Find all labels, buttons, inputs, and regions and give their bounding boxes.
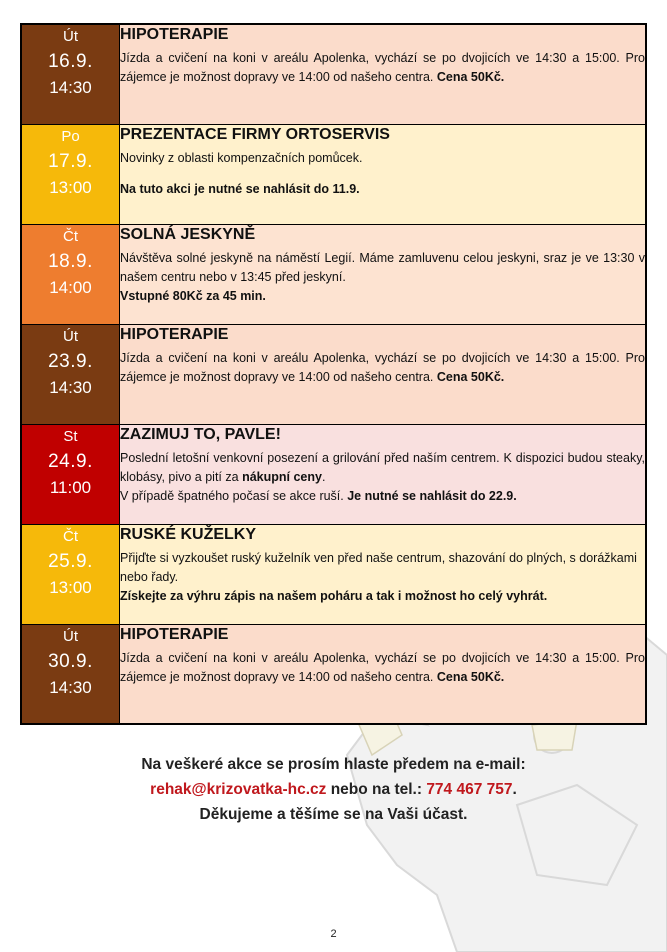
event-title: SOLNÁ JESKYNĚ: [120, 225, 256, 243]
event-description: Poslední letošní venkovní posezení a grilování před naším centrem. K dispozici budou steaky, klobásy, pivo a pití za nákupní ceny. V případě špatného počasí se akce ruší. Je nutné se nahlásit do 22.9.: [120, 450, 645, 503]
event-info-cell: [120, 124, 647, 224]
event-date: 16.9.: [48, 51, 93, 72]
event-date: 24.9.: [48, 450, 93, 472]
event-date-cell: [21, 124, 120, 224]
event-description: Jízda a cvičení na koni v areálu Apolenka, vychází se po dvojicích ve 14:30 a 15:00. Pro zájemce je možnost dopravy ve 14:00 od našeho centra. Cena 50Kč.: [120, 650, 645, 684]
event-date: 17.9.: [48, 150, 93, 172]
footer-line3: Děkujeme a těšíme se na Vaši účast.: [199, 806, 468, 823]
event-title: PREZENTACE FIRMY ORTOSERVIS: [120, 125, 390, 143]
event-info-cell: [120, 24, 647, 124]
event-row: [21, 424, 646, 524]
event-time: 14:00: [49, 277, 92, 297]
footer-line1: Na veškeré akce se prosím hlaste předem na e-mail:: [141, 756, 526, 773]
event-description: Jízda a cvičení na koni v areálu Apolenka, vychází se po dvojicích ve 14:30 a 15:00. Pro zájemce je možnost dopravy ve 14:00 od našeho centra. Cena 50Kč.: [120, 51, 645, 84]
event-time: 14:30: [49, 677, 92, 697]
event-row: [21, 124, 646, 224]
event-description: Jízda a cvičení na koni v areálu Apolenka, vychází se po dvojicích ve 14:30 a 15:00. Pro zájemce je možnost dopravy ve 14:00 od našeho centra. Cena 50Kč.: [120, 350, 645, 384]
event-description: Novinky z oblasti kompenzačních pomůcek. Na tuto akci je nutné se nahlásit do 11.9.: [120, 150, 363, 196]
event-row: [21, 524, 646, 624]
event-info-cell: [120, 624, 647, 724]
event-date-cell: [21, 24, 120, 124]
email-link[interactable]: rehak@krizovatka-hc.cz: [150, 781, 327, 798]
event-day: Út: [63, 327, 78, 345]
event-info-cell: [120, 424, 647, 524]
event-time: 14:30: [49, 377, 92, 397]
event-description: Přijďte si vyzkoušet ruský kuželník ven před naše centrum, shazování do plných, s dorážkami nebo řady. Získejte za výhru zápis na našem poháru a tak i možnost ho celý vyhrát.: [120, 550, 637, 603]
event-title: HIPOTERAPIE: [120, 625, 229, 643]
event-date: 30.9.: [48, 650, 93, 672]
event-title: RUSKÉ KUŽELKY: [120, 525, 257, 543]
event-date-cell: [21, 524, 120, 624]
events-table: [20, 23, 647, 725]
event-day: Út: [63, 627, 78, 645]
event-row: [21, 624, 646, 724]
event-day: Po: [61, 127, 80, 145]
event-day: Čt: [63, 227, 78, 245]
event-title: ZAZIMUJ TO, PAVLE!: [120, 425, 281, 443]
phone-number[interactable]: 774 467 757: [426, 781, 513, 798]
event-time: 14:30: [49, 78, 92, 97]
event-date: 18.9.: [48, 250, 93, 272]
contact-footer: [0, 752, 667, 827]
event-date-cell: [21, 424, 120, 524]
event-date: 25.9.: [48, 550, 93, 572]
event-row: [21, 324, 646, 424]
event-row: [21, 224, 646, 324]
event-day: St: [63, 427, 78, 445]
page-number: 2: [330, 928, 337, 940]
event-date-cell: [21, 324, 120, 424]
event-day: Čt: [63, 527, 78, 545]
event-time: 13:00: [49, 177, 92, 197]
footer-line2: rehak@krizovatka-hc.cz nebo na tel.: 774 467 757.: [150, 781, 517, 798]
event-title: HIPOTERAPIE: [120, 325, 229, 343]
event-description: Návštěva solné jeskyně na náměstí Legií. Máme zamluvenu celou jeskyni, sraz je ve 13:30 v našem centru nebo v 13:45 před jeskyní. Vstupné 80Kč za 45 min.: [120, 250, 645, 303]
event-info-cell: [120, 224, 647, 324]
event-info-cell: [120, 524, 647, 624]
event-time: 13:00: [49, 577, 92, 597]
event-title: HIPOTERAPIE: [120, 26, 229, 43]
event-row: [21, 24, 646, 124]
event-date: 23.9.: [48, 350, 93, 372]
event-info-cell: [120, 324, 647, 424]
event-day: Út: [63, 28, 78, 45]
event-time: 11:00: [49, 477, 92, 497]
event-date-cell: [21, 624, 120, 724]
event-date-cell: [21, 224, 120, 324]
